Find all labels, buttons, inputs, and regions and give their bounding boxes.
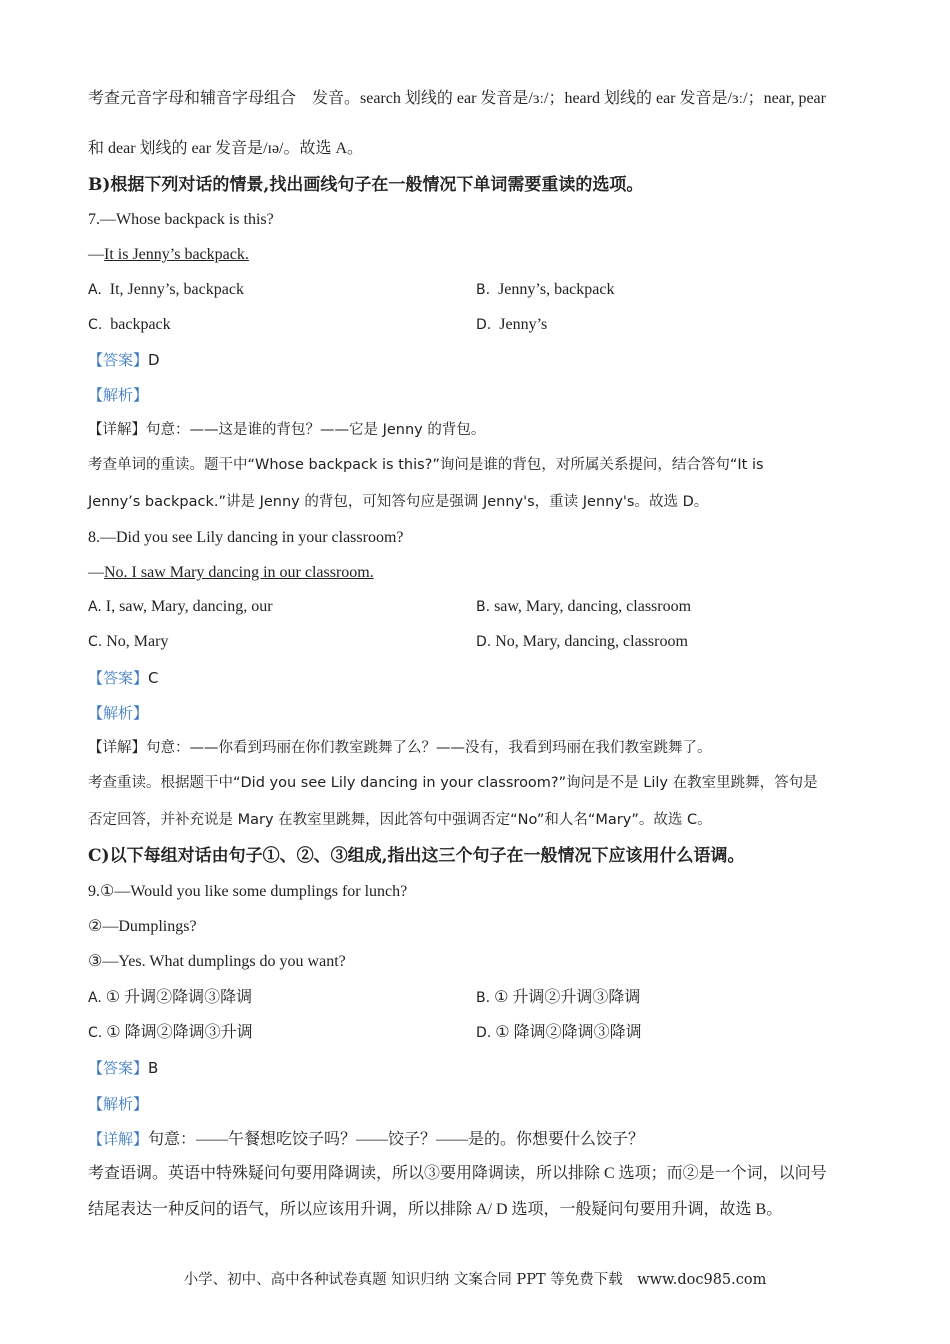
answer-label: 【答案】 xyxy=(88,669,149,687)
q9-line-3: ③—Yes. What dumplings do you want? xyxy=(88,953,346,970)
q8-analysis-label: 【解析】 xyxy=(88,704,149,722)
q9-line-2: ②—Dumplings? xyxy=(88,918,197,935)
q8-question: 8.—Did you see Lily dancing in your classroom? xyxy=(88,529,404,546)
q9-explain-2: 结尾表达一种反问的语气，所以应该用升调，所以排除 A/ D 选项，一般疑问句要用升调，故选 B。 xyxy=(88,1201,783,1218)
q9-analysis-label: 【解析】 xyxy=(88,1095,149,1113)
q7-explain-1: 考查单词的重读。题干中“Whose backpack is this?”询问是谁的背包，对所属关系提问，结合答句“It is xyxy=(88,457,764,473)
option-text: ① 升调②降调③降调 xyxy=(105,989,253,1006)
option-letter: D. xyxy=(476,317,492,333)
option-letter: C. xyxy=(88,317,103,333)
answer-label: 【答案】 xyxy=(88,1059,149,1077)
q9-option-b xyxy=(476,987,640,1009)
detail-label: 【详解】 xyxy=(88,1130,149,1148)
intro-line-1: 考查元音字母和辅音字母组合 发音。search 划线的 ear 发音是/ɜː/；heard 划线的 ear 发音是/ɜː/；near, pear xyxy=(88,90,826,107)
q8-answer xyxy=(88,667,868,689)
q9-option-c xyxy=(88,1022,253,1044)
q9-option-a xyxy=(88,987,252,1009)
q7-answer xyxy=(88,349,868,371)
option-letter: B. xyxy=(476,599,491,615)
q8-option-b xyxy=(476,596,691,618)
q7-question: 7.—Whose backpack is this? xyxy=(88,211,274,228)
detail-text: 句意：——你看到玛丽在你们教室跳舞了么？——没有，我看到玛丽在我们教室跳舞了。 xyxy=(146,740,712,756)
option-text: backpack xyxy=(110,316,171,333)
option-text: saw, Mary, dancing, classroom xyxy=(494,598,692,615)
q9-detail xyxy=(88,1128,868,1151)
detail-text: 句意：——这是谁的背包？——它是 Jenny 的背包。 xyxy=(146,422,486,438)
q7-option-c xyxy=(88,314,171,336)
detail-label: 【详解】 xyxy=(88,740,146,756)
detail-text: 句意：——午餐想吃饺子吗？——饺子？——是的。你想要什么饺子？ xyxy=(148,1131,645,1148)
q9-option-d xyxy=(476,1022,642,1044)
q7-reply-line xyxy=(88,244,868,266)
option-text: Jenny’s xyxy=(499,316,548,333)
option-letter: A. xyxy=(88,282,102,298)
option-text: No, Mary, dancing, classroom xyxy=(495,633,688,650)
option-letter: A. xyxy=(88,990,102,1006)
option-letter: A. xyxy=(88,599,102,615)
option-letter: C. xyxy=(88,1025,103,1041)
option-text: ① 降调②降调③降调 xyxy=(495,1024,642,1041)
q8-option-a xyxy=(88,596,273,618)
section-c-heading: C)以下每组对话由句子①、②、③组成,指出这三个句子在一般情况下应该用什么语调。 xyxy=(88,846,745,866)
answer-value: B xyxy=(148,1059,159,1077)
answer-value: C xyxy=(148,669,159,687)
page-footer: 小学、初中、高中各种试卷真题 知识归纳 文案合同 PPT 等免费下载 www.doc985.com xyxy=(183,1272,767,1288)
q7-reply-dash: — xyxy=(88,246,104,263)
q9-line-1: 9.①—Would you like some dumplings for lunch? xyxy=(88,883,408,900)
intro-line-2: 和 dear 划线的 ear 发音是/ɪə/。故选 A。 xyxy=(88,140,364,157)
q8-reply-underlined: No. I saw Mary dancing in our classroom. xyxy=(104,564,374,581)
q7-option-b xyxy=(476,279,614,301)
option-letter: C. xyxy=(88,634,103,650)
q8-detail xyxy=(88,737,868,759)
q7-explain-2: Jenny’s backpack.”讲是 Jenny 的背包，可知答句应是强调 Jenny's，重读 Jenny's。故选 D。 xyxy=(88,494,709,510)
q7-analysis-label: 【解析】 xyxy=(88,386,149,404)
option-letter: B. xyxy=(476,990,491,1006)
section-b-heading: B)根据下列对话的情景,找出画线句子在一般情况下单词需要重读的选项。 xyxy=(88,175,644,195)
option-text: It, Jenny’s, backpack xyxy=(109,281,244,298)
option-text: No, Mary xyxy=(106,633,169,650)
q9-explain-1: 考查语调。英语中特殊疑问句要用降调读，所以③要用降调读，所以排除 C 选项；而②是一个词，以问号 xyxy=(88,1165,827,1182)
q8-explain-1: 考查重读。根据题干中“Did you see Lily dancing in your classroom?”询问是不是 Lily 在教室里跳舞，答句是 xyxy=(88,775,818,791)
q8-option-c xyxy=(88,631,168,653)
option-letter: B. xyxy=(476,282,491,298)
q7-reply-underlined: It is Jenny’s backpack. xyxy=(104,246,249,263)
option-text: Jenny’s, backpack xyxy=(498,281,615,298)
q8-explain-2: 否定回答，并补充说是 Mary 在教室里跳舞，因此答句中强调否定“No”和人名“Mary”。故选 C。 xyxy=(88,812,712,828)
option-text: ① 升调②升调③降调 xyxy=(494,989,641,1006)
q8-option-d xyxy=(476,631,688,653)
q8-reply-dash: — xyxy=(88,564,104,581)
option-text: I, saw, Mary, dancing, our xyxy=(105,598,273,615)
answer-value: D xyxy=(148,351,160,369)
q7-detail xyxy=(88,419,868,441)
option-text: ① 降调②降调③升调 xyxy=(106,1024,253,1041)
option-letter: D. xyxy=(476,634,492,650)
detail-label: 【详解】 xyxy=(88,422,146,438)
q8-reply-line xyxy=(88,562,868,584)
q9-answer xyxy=(88,1057,868,1079)
q7-option-a xyxy=(88,279,244,301)
q7-option-d xyxy=(476,314,547,336)
option-letter: D. xyxy=(476,1025,492,1041)
answer-label: 【答案】 xyxy=(88,351,149,369)
